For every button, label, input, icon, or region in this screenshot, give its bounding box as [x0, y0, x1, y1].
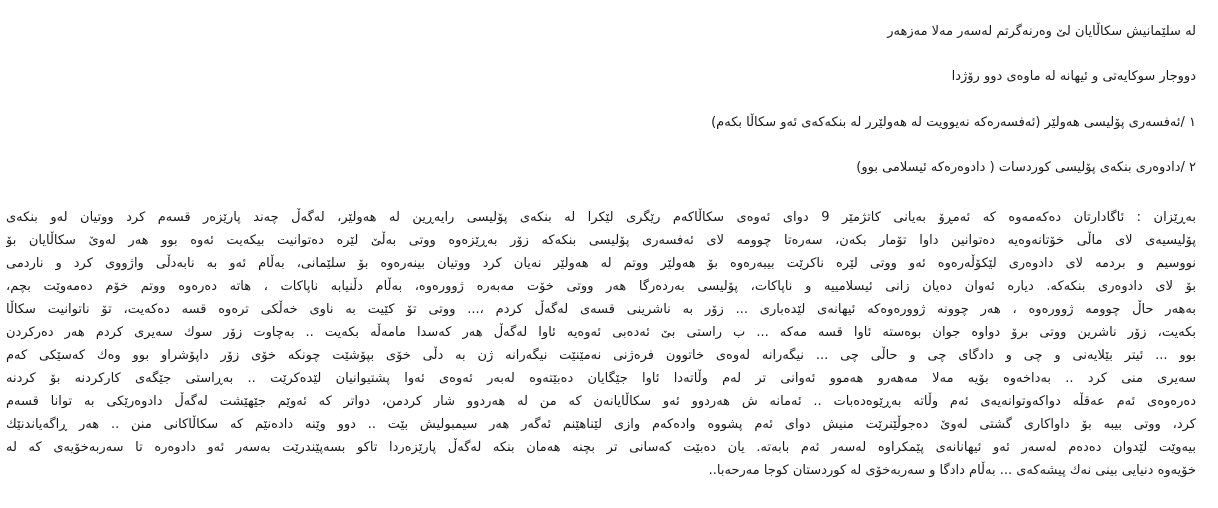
paragraph-line: بۆ لای دادوەری بنکەکە. دیارە ئەوان دەیان زانی ئیسلامییە و ناپاکات، پۆلیسی بەردەرگا هەر ووتی خۆت مەبەرە ژوورەوە، بەڵام دڵنیابە ناپاکات ، هاتە دەرەوە ووتم خۆم دەمەوێت بچم، — [6, 279, 1196, 294]
paragraph-line: سەیری منی کرد .. بەداخەوە بۆیە مەلا مەهەرو هەموو ئەوانی تر لەم وڵاتەدا ئاوا جێگایان دەبێتەوە لەبەر ئەوەی ئەوا پشتیوانیان لێدەکرێت .. بەڕاستی جێگەی کارکردنە بۆ کردنە — [6, 371, 1196, 386]
list-item-2: ٢ /دادوەری بنکەی پۆلیسی کوردسات ( دادوەرەکە ئیسلامی بوو) — [856, 160, 1196, 175]
paragraph-line: بەڕێزان : ئاگادارتان دەکەمەوە کە ئەمڕۆ بەیانی کاتژمێر 9 دوای ئەوەی سکاڵاکەم رێگری لێکرا لە بنکەی پۆلیسی رایەڕین لە هەولێر، لەگەڵ چەند پارێزەر قسەم کرد ووتیان لەو بنکەی — [6, 210, 1196, 225]
paragraph-line: بکەیت، زۆر ناشرین ووتی برۆ دواوە جوان بوەستە ئاوا قسە مەکە ... ب راستی بێ ئەدەبی ئەوەیە ئاوا لەگەڵ هەر کەسدا مامەڵە بکەیت .. بەچاوت زۆر سوك سەیری کردم هەر دەرکردن — [6, 325, 1196, 340]
heading-line-1: له سلێمانیش سکاڵایان لێ وەرنەگرتم لەسەر مەلا مەزهەر — [887, 24, 1196, 39]
paragraph-line: بەهەر حاڵ چوومە ژوورەوە ، هەر چوونە ژوورەوەکە ئیهانەی لێدەباری ... زۆر بە ناشرینی قسەی لەگەڵ کردم ،... ووتی تۆ کێیت بە ناوی خەڵکی ترەوە قسە دەکەیت، تۆ ناتوانیت سکاڵا — [6, 302, 1196, 317]
paragraph-line: دەرەوەی ئەم عەقڵە دواکەوتوانەیەی ئەم وڵاتە بەڕێوەدەبات .. ئەمانە ش هەردوو ئەو سکاڵایانەن کە من لە هەردوو شار کردمن، دواتر کە ئەوێم جێهێشت لەگەڵ دادوەرێکی بە توانا قسەم — [6, 394, 1196, 409]
paragraph-line: بیەوێت لێدوان دەدەم لەسەر ئەو ئیهانانەی پێمکراوە لەسەر ئەم بابەتە. یان دەبێت کەسانی تر بچنە هەمان بنکە لەگەڵ پارێزەردا تاکو بسەپێندرێت بەسەر ئەو دادوەرە تا سەربەخۆیەی کە لە — [6, 440, 1196, 455]
list-item-1: ١ /ئەفسەری پۆلیسی هەولێر (ئەفسەرەکە نەیوویت لە هەولێرر لە بنکەکەی ئەو سکاڵا بکەم) — [711, 115, 1196, 130]
paragraph-line: خۆیەوە دنیایی بینی نەك پیشەکەی ... بەڵام دادگا و سەربەخۆی لە کوردستان کوجا مەرحەبا.. — [708, 463, 1196, 478]
paragraph-line: بوو ... ئیتر بێلایەنی و چی و دادگای چی و حاڵی چی ... نیگەرانە لەوەی خاتوون فرەژنی نەمێنێت نیگەرانە ژن بە دڵی خۆی بپۆشێت چونکە خۆی زۆر داپۆشراو بوو وەك کەسێکی کەم — [6, 348, 1196, 363]
paragraph-line: نووسیم و بردمە لای دادوەری لێکۆڵەرەوە ئەو ووتی لێرە ناکرێت بیبەرەوە بۆ هەولێر ووتم لە هەولێر نەیان کرد ووتیان بینەرەوە بۆ سلێمانی، بەڵام ئەو بە نابەدڵی واژووی کرد و ناردمی — [6, 256, 1196, 271]
paragraph-line: پۆلیسیەی لای ماڵی خۆتانەوەیە دەتوانین داوا تۆمار بکەن، سەرەتا چوومە لای ئەفسەری پۆلیسی بنکەکە زۆر بەڕێزەوە ووتی بەڵێ لێرە دەتوانیت بیکەیت ئەوە بوو هەر لەوێ سکاڵایان بۆ — [6, 233, 1196, 248]
paragraph-line: کرد، ووتی بیبە بۆ داواکاری گشتی لەوێ دەجوڵێنرێت منیش دوای ئەم پشووە وادەکەم وازی لێناهێنم ئەگەر هەر سیمبولیش بێت .. دوو وێنە دادەنێم کە سکاڵاکانی منن .. هەر ڕاگەیاندنێك — [6, 417, 1196, 432]
heading-line-2: دووجار سوکایەتی و ئیهانە لە ماوەی دوو رۆژدا — [951, 69, 1196, 84]
body-paragraph — [6, 206, 1196, 482]
